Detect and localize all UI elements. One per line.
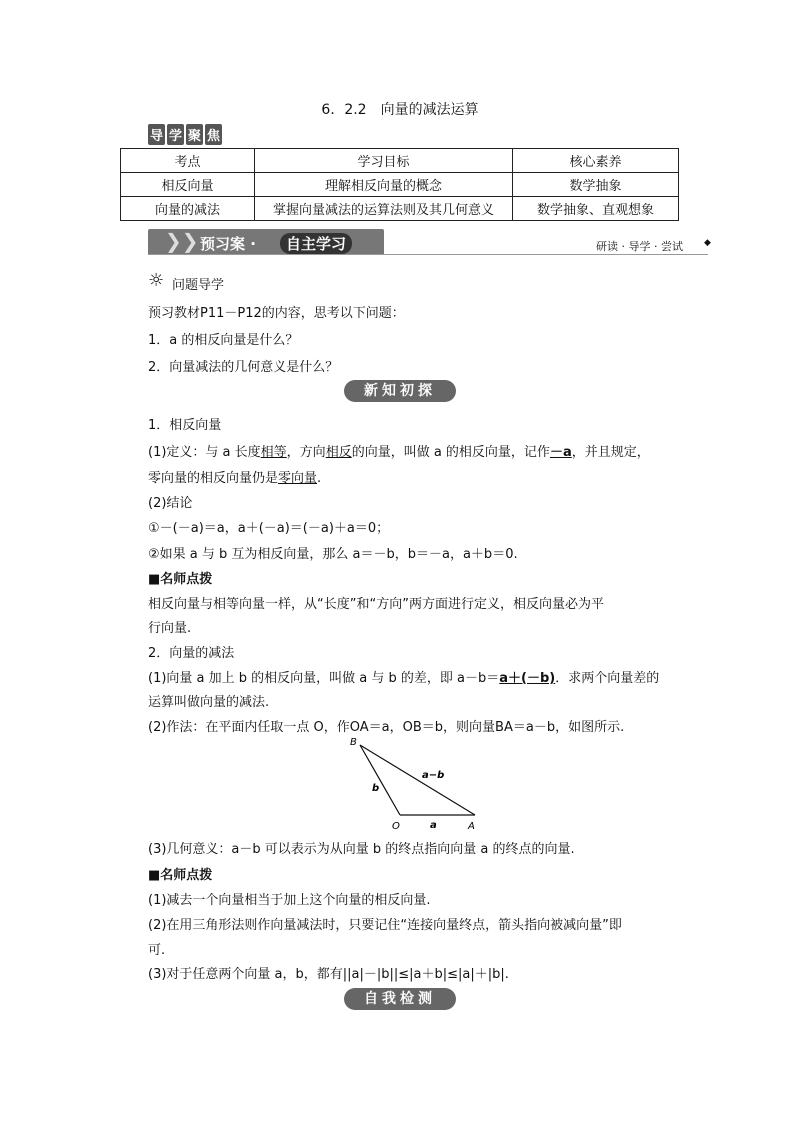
- table-cell: 数学抽象: [513, 173, 679, 197]
- def-opposite: 相反: [325, 445, 352, 460]
- vector-b-label: b: [372, 783, 380, 794]
- diamond-icon: ◆: [704, 238, 711, 248]
- point-o-label: O: [392, 821, 400, 832]
- conclusion-2: ②如果 a 与 b 互为相反向量，那么 a＝－b，b＝－a，a＋b＝0.: [148, 547, 518, 562]
- tip-text: 相反向量与相等向量一样，从“长度”和“方向”两方面进行定义，相反向量必为平: [148, 597, 604, 612]
- table-row: [121, 197, 679, 221]
- def-sum: a＋(－b): [499, 671, 556, 686]
- question-1: 1．a 的相反向量是什么？: [148, 333, 299, 348]
- vector-ab-label: a−b: [422, 770, 445, 781]
- badge-char: 焦: [205, 124, 222, 145]
- def-zero: 零向量: [278, 471, 318, 486]
- focus-badge-group: [148, 124, 224, 145]
- point-b-label: B: [350, 737, 357, 748]
- chevron-arrows-icon: ❯❯: [165, 229, 199, 253]
- geometric-meaning: (3)几何意义：a－b 可以表示为从向量 b 的终点指向向量 a 的终点的向量.: [148, 842, 575, 857]
- vector-b-line: [360, 745, 400, 815]
- construction-text: (2)作法：在平面内任取一点 O，作OA＝a，OB＝b，则向量BA＝a－b，如图所示.: [148, 720, 625, 735]
- def-text: .: [317, 471, 322, 486]
- page-title: 6．2.2 向量的减法运算: [321, 102, 479, 118]
- sun-face-icon: ☼: [148, 270, 165, 291]
- goals-table: [120, 148, 679, 221]
- table-header: 学习目标: [255, 149, 513, 173]
- def-neg-a: －a: [549, 445, 572, 460]
- badge-char: 学: [167, 124, 184, 145]
- point-a-label: A: [468, 821, 475, 832]
- tip-text: 可.: [148, 943, 166, 958]
- section-heading-new-knowledge: 新知初探: [344, 380, 456, 402]
- def-text: ．求两个向量差的: [555, 671, 660, 686]
- def-equal: 相等: [260, 445, 287, 460]
- table-header: 考点: [121, 149, 255, 173]
- table-cell: 相反向量: [121, 173, 255, 197]
- banner-right-text: 自主学习: [280, 233, 352, 254]
- def-text: 零向量的相反向量仍是: [148, 471, 279, 486]
- tip-label: ■名师点拨: [148, 868, 213, 883]
- section2-title: 2．向量的减法: [148, 646, 235, 661]
- table-header-row: [121, 149, 679, 173]
- question-guide-heading: 问题导学: [172, 278, 225, 293]
- table-cell: 数学抽象、直观想象: [513, 197, 679, 221]
- section1-title: 1．相反向量: [148, 418, 222, 433]
- vector-ab-line: [360, 745, 475, 815]
- table-cell: 理解相反向量的概念: [255, 173, 513, 197]
- table-header: 核心素养: [513, 149, 679, 173]
- table-row: [121, 173, 679, 197]
- tip-label: ■名师点拨: [148, 572, 213, 587]
- def-text: 的向量，叫做 a 的相反向量，记作: [351, 445, 550, 460]
- tip-text: (3)对于任意两个向量 a，b，都有||a|－|b||≤|a＋b|≤|a|＋|b|.: [148, 967, 509, 982]
- definition-line: [148, 441, 650, 460]
- conclusion-1: ①－(－a)＝a，a＋(－a)＝(－a)＋a＝0；: [148, 521, 390, 536]
- subtraction-def: [148, 667, 659, 686]
- def-text: (1)向量 a 加上 b 的相反向量，叫做 a 与 b 的差，即 a－b＝: [148, 671, 500, 686]
- tip-text: (1)减去一个向量相当于加上这个向量的相反向量.: [148, 893, 431, 908]
- table-cell: 向量的减法: [121, 197, 255, 221]
- definition-line2: [148, 467, 321, 486]
- tip-text: (2)在用三角形法则作向量减法时，只要记住“连接向量终点，箭头指向被减向量”即: [148, 918, 622, 933]
- def-text: ，并且规定，: [571, 445, 650, 460]
- section-heading-self-check: 自我检测: [344, 988, 456, 1010]
- def-text: (1)定义：与 a 长度: [148, 445, 261, 460]
- banner-note: 研读 · 导学 · 尝试: [596, 240, 683, 253]
- banner-left-text: 预习案 ·: [200, 235, 256, 253]
- conclusion-heading: (2)结论: [148, 496, 193, 511]
- banner-rule: [148, 254, 708, 255]
- vector-triangle-figure: [340, 733, 490, 833]
- def-text: ，方向: [286, 445, 326, 460]
- subtraction-def2: 运算叫做向量的减法.: [148, 695, 270, 710]
- vector-a-label: a: [430, 820, 437, 831]
- table-cell: 掌握向量减法的运算法则及其几何意义: [255, 197, 513, 221]
- badge-char: 聚: [186, 124, 203, 145]
- badge-char: 导: [148, 124, 165, 145]
- question-2: 2．向量减法的几何意义是什么？: [148, 360, 339, 375]
- question-guide-intro: 预习教材P11－P12的内容，思考以下问题：: [148, 306, 405, 321]
- tip-text: 行向量.: [148, 621, 192, 636]
